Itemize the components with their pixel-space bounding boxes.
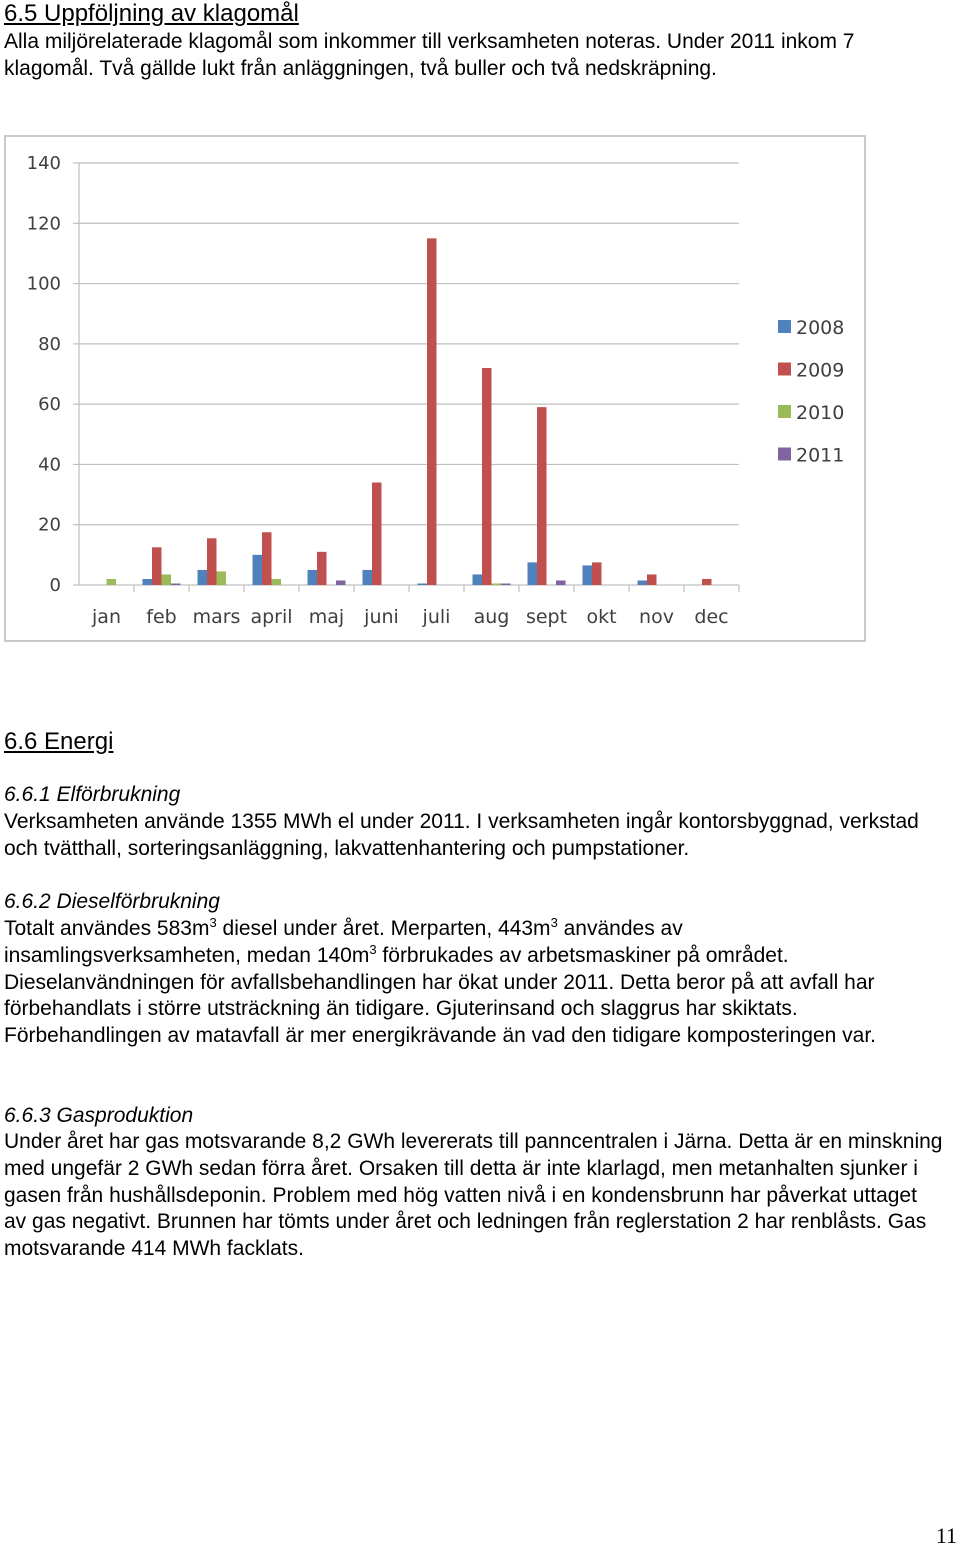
x-tick-label: jan xyxy=(92,606,121,628)
bar-2009-okt xyxy=(592,562,602,585)
legend-swatch-2011 xyxy=(778,448,791,461)
subsection-title-6-6-2: 6.6.2 Dieselförbrukning xyxy=(4,890,220,913)
electricity-paragraph: Verksamheten använde 1355 MWh el under 2011. I verksamheten ingår kontorsbyggnad, verkstad och tvätthall, sorteringsanläggning, lakvattenhantering och pumpstationer. xyxy=(4,810,919,860)
legend-label-2011: 2011 xyxy=(796,444,845,467)
legend-label-2009: 2009 xyxy=(796,359,845,382)
bar-2011-aug xyxy=(501,583,511,585)
bar-2011-maj xyxy=(336,580,346,585)
complaints-chart-svg xyxy=(6,137,864,640)
bar-2008-aug xyxy=(473,574,483,585)
subsection-title-6-6-1: 6.6.1 Elförbrukning xyxy=(4,783,181,806)
bar-2008-feb xyxy=(143,579,153,585)
diesel-line-1: Totalt användes $583m^3$ diesel under året. Merparten, $443m^3$ användes av xyxy=(4,915,683,940)
bar-2008-mars xyxy=(198,570,208,585)
x-tick-label: maj xyxy=(308,606,345,628)
legend-swatch-2009 xyxy=(778,363,791,376)
bar-2009-juli xyxy=(427,238,437,585)
subsection-title-6-6-3: 6.6.3 Gasproduktion xyxy=(4,1104,194,1127)
legend-label-2010: 2010 xyxy=(796,402,845,424)
bar-2009-mars xyxy=(207,538,217,585)
y-tick-label: 40 xyxy=(38,454,61,476)
bar-2009-maj xyxy=(317,552,327,585)
bar-2009-sept xyxy=(537,407,547,585)
diesel-line-2: insamlingsverksamheten, medan $140m^3$ förbrukades av arbetsmaskiner på området. xyxy=(4,941,789,967)
bar-2008-sept xyxy=(528,562,538,585)
bar-2010-aug xyxy=(492,583,502,585)
x-tick-label: april xyxy=(250,606,293,628)
bar-2009-aug xyxy=(482,368,492,585)
legend-swatch-2010 xyxy=(778,405,791,418)
complaints-chart xyxy=(4,135,866,642)
bar-2009-nov xyxy=(647,574,657,585)
y-tick-label: 20 xyxy=(38,514,61,536)
legend-swatch-2008 xyxy=(778,320,791,333)
y-tick-label: 0 xyxy=(49,575,61,596)
bar-2008-okt xyxy=(583,565,593,585)
bar-2008-maj xyxy=(308,570,318,585)
x-tick-label: nov xyxy=(639,606,674,628)
x-tick-label: aug xyxy=(473,606,510,628)
diesel-rest: Dieselanvändningen för avfallsbehandlingen har ökat under 2011. Detta beror på att avfall har förbehandlats i större utsträckning än tidigare. Gjuterinsand och slaggrus har skiktats. Förbehandlingen av matavfall är mer energikrävande än vad den tidigare komposteringen var. xyxy=(4,970,877,1048)
gas-paragraph: Under året har gas motsvarande 8,2 GWh levererats till panncentralen i Järna. Detta är en minskning med ungefär 2 GWh sedan förra året. Orsaken till detta är inte klarlagd, men metanhalten sjunker i gasen från hushållsdeponin. Problem med hög vatten nivå i en kondensbrunn har påverkat uttaget av gas negativt. Brunnen har tömts under året och ledningen från reglerstation 2 har renblåsts. Gas motsvarande 414 MWh facklats. xyxy=(4,1130,943,1261)
bar-2010-jan xyxy=(107,579,117,585)
bar-2010-feb xyxy=(162,574,172,585)
bar-2009-april xyxy=(262,532,272,585)
section-title-6-5: 6.5 Uppföljning av klagomål xyxy=(4,0,299,27)
bar-2008-april xyxy=(253,555,263,585)
x-tick-label: juni xyxy=(364,606,399,628)
x-tick-label: dec xyxy=(694,606,729,628)
bar-2009-feb xyxy=(152,547,162,585)
bar-2010-mars xyxy=(217,571,227,585)
bar-2009-dec xyxy=(702,579,712,585)
bar-2009-juni xyxy=(372,483,382,585)
x-tick-label: okt xyxy=(586,606,617,628)
legend-label-2008: 2008 xyxy=(796,317,845,339)
complaints-paragraph: Alla miljörelaterade klagomål som inkommer till verksamheten noteras. Under 2011 inkom 7 klagomål. Två gällde lukt från anläggningen, två buller och två nedskräpning. xyxy=(4,30,855,80)
y-tick-label: 80 xyxy=(38,333,61,355)
bar-2011-feb xyxy=(171,583,181,585)
bar-2011-sept xyxy=(556,580,566,585)
y-tick-label: 100 xyxy=(26,273,61,295)
bar-2008-nov xyxy=(638,580,648,585)
bar-2008-juli xyxy=(418,583,428,585)
diesel-paragraph xyxy=(4,916,944,1050)
page-number: 11 xyxy=(935,1523,957,1548)
x-tick-label: mars xyxy=(192,606,241,628)
bar-2008-juni xyxy=(363,570,373,585)
section-title-6-6: 6.6 Energi xyxy=(4,728,114,755)
y-tick-label: 60 xyxy=(38,394,61,416)
y-tick-label: 120 xyxy=(26,213,61,235)
y-tick-label: 140 xyxy=(26,153,61,174)
x-tick-label: juli xyxy=(422,606,451,628)
bar-2010-april xyxy=(272,579,282,585)
x-tick-label: feb xyxy=(146,606,177,628)
x-tick-label: sept xyxy=(525,606,568,628)
